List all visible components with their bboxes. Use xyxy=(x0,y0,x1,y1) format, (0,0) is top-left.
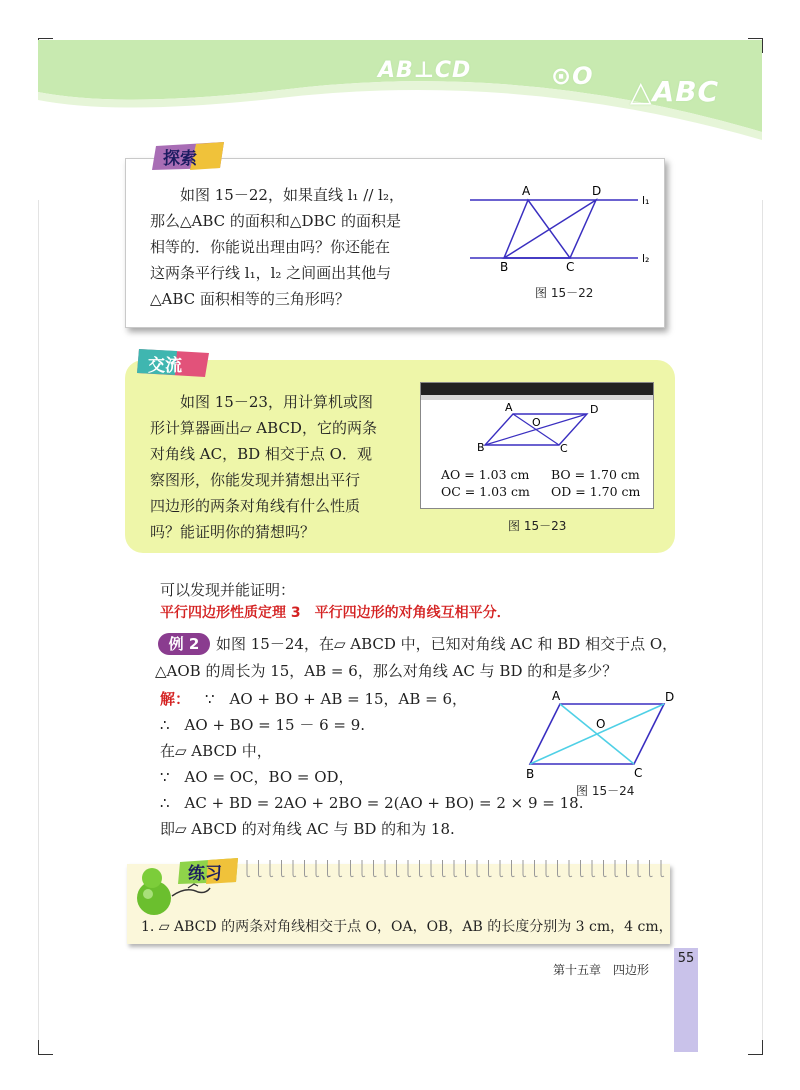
notebook-ring xyxy=(431,860,434,877)
exchange-line: 四边形的两条对角线有什么性质 xyxy=(150,497,361,515)
figure-15-22 xyxy=(460,178,660,278)
example-question-line1: 如图 15－24，在▱ ABCD 中，已知对角线 AC 和 BD 相交于点 O， xyxy=(216,635,678,653)
solution-line: ∴ AO + BO = 15 － 6 = 9. xyxy=(160,716,366,734)
notebook-ring xyxy=(397,860,400,877)
solution-line: ∴ AC + BD = 2AO + 2BO = 2(AO + BO) = 2 × 9 = 18. xyxy=(160,794,584,812)
practice-item-1: 1. ▱ ABCD 的两条对角线相交于点 O，OA，OB，AB 的长度分别为 3 cm，4 cm， xyxy=(141,919,673,935)
notebook-ring xyxy=(293,860,296,877)
fig24-label-d: D xyxy=(665,690,675,704)
fig23-label-b: B xyxy=(477,441,485,453)
notebook-ring xyxy=(466,860,469,877)
exchange-tag: 交流 xyxy=(148,356,182,376)
theorem-intro: 可以发现并能证明： xyxy=(160,581,296,599)
notebook-ring xyxy=(500,860,503,877)
notebook-ring xyxy=(638,860,641,877)
fig22-label-b: B xyxy=(500,260,509,274)
computer-screen-figure xyxy=(420,382,654,509)
crop-mark-bottom-right xyxy=(748,1040,763,1055)
example-question-line2: △AOB 的周长为 15，AB = 6，那么对角线 AC 与 BD 的和是多少？ xyxy=(155,662,618,680)
notebook-ring xyxy=(523,860,526,877)
notebook-ring xyxy=(477,860,480,877)
exchange-line: 形计算器画出▱ ABCD，它的两条 xyxy=(150,419,377,437)
solution-label: 解： xyxy=(160,690,191,708)
fig22-label-l2: l₂ xyxy=(642,252,650,265)
fig23-label-a: A xyxy=(505,401,513,414)
chapter-title: 第十五章 四边形 xyxy=(553,963,650,977)
margin-rule-left xyxy=(38,200,39,1040)
notebook-ring xyxy=(247,860,250,877)
notebook-ring xyxy=(592,860,595,877)
notebook-ring xyxy=(408,860,411,877)
exchange-line: 对角线 AC，BD 相交于点 O．观 xyxy=(150,445,372,463)
notebook-ring xyxy=(546,860,549,877)
explore-line: 相等的．你能说出理由吗？你还能在 xyxy=(150,238,391,256)
notebook-ring xyxy=(385,860,388,877)
explore-line: 那么△ABC 的面积和△DBC 的面积是 xyxy=(150,212,402,230)
measure-od: OD = 1.70 cm xyxy=(551,484,641,499)
exchange-line: 察图形，你能发现并猜想出平行 xyxy=(150,471,361,489)
header-symbol-circle: ⊙O xyxy=(551,62,594,90)
notebook-ring xyxy=(604,860,607,877)
notebook-ring xyxy=(535,860,538,877)
header-symbol-perpendicular: AB⊥CD xyxy=(378,58,472,83)
notebook-ring xyxy=(661,860,664,877)
fig24-label-a: A xyxy=(552,689,561,703)
notebook-ring xyxy=(443,860,446,877)
header-symbol-triangle: △ABC xyxy=(630,75,720,108)
measure-oc: OC = 1.03 cm xyxy=(441,484,530,499)
notebook-ring xyxy=(305,860,308,877)
notebook-ring xyxy=(420,860,423,877)
notebook-ring xyxy=(328,860,331,877)
fig24-label-o: O xyxy=(596,717,606,731)
explore-tag: 探索 xyxy=(163,149,197,169)
solution-line: 在▱ ABCD 中， xyxy=(160,742,272,760)
notebook-ring xyxy=(615,860,618,877)
fig24-label-c: C xyxy=(634,766,643,780)
notebook-ring xyxy=(627,860,630,877)
explore-text xyxy=(150,182,450,312)
explore-line: 如图 15－22，如果直线 l₁ // l₂， xyxy=(180,186,404,204)
fig24-label-b: B xyxy=(526,767,535,781)
notebook-ring xyxy=(374,860,377,877)
notebook-ring xyxy=(454,860,457,877)
theorem-statement: 平行四边形性质定理 3 平行四边形的对角线互相平分． xyxy=(160,605,511,621)
fig22-label-a: A xyxy=(522,184,531,198)
solution-line: ∵ AO = OC，BO = OD， xyxy=(160,768,354,786)
fig23-label-d: D xyxy=(590,403,599,416)
notebook-ring xyxy=(282,860,285,877)
notebook-ring xyxy=(512,860,515,877)
exchange-line: 吗？能证明你的猜想吗？ xyxy=(150,523,316,541)
fig23-label-o: O xyxy=(532,416,541,429)
figure-15-24-caption: 图 15－24 xyxy=(576,784,635,798)
explore-line: 这两条平行线 l₁，l₂ 之间画出其他与 xyxy=(150,264,392,282)
fig22-label-l1: l₁ xyxy=(642,194,650,207)
notebook-ring xyxy=(558,860,561,877)
screen-title-bar xyxy=(421,383,653,395)
crop-mark-bottom-left xyxy=(38,1040,53,1055)
notebook-ring xyxy=(316,860,319,877)
screen-toolbar xyxy=(421,395,653,400)
exchange-line: 如图 15－23，用计算机或图 xyxy=(180,393,373,411)
notebook-ring xyxy=(351,860,354,877)
fig23-label-c: C xyxy=(560,442,568,453)
figure-15-23-parallelogram xyxy=(477,401,607,453)
exchange-text xyxy=(150,389,410,545)
measure-bo: BO = 1.70 cm xyxy=(551,467,640,482)
explore-line: △ABC 面积相等的三角形吗？ xyxy=(150,290,350,308)
margin-rule-right xyxy=(762,200,763,1040)
notebook-ring xyxy=(650,860,653,877)
notebook-ring xyxy=(581,860,584,877)
solution-line: ∵ AO + BO + AB = 15，AB = 6， xyxy=(205,690,468,708)
notebook-ring xyxy=(270,860,273,877)
figure-15-24 xyxy=(522,688,692,784)
figure-15-22-caption: 图 15－22 xyxy=(535,286,594,300)
notebook-ring xyxy=(362,860,365,877)
page-number: 55 xyxy=(677,951,695,966)
solution-line: 即▱ ABCD 的对角线 AC 与 BD 的和为 18. xyxy=(160,820,455,838)
notebook-ring xyxy=(569,860,572,877)
measure-ao: AO = 1.03 cm xyxy=(441,467,530,482)
practice-tag: 练习 xyxy=(188,864,222,884)
example-badge: 例 2 xyxy=(158,633,210,655)
notebook-ring xyxy=(259,860,262,877)
figure-15-23-caption: 图 15－23 xyxy=(508,519,567,533)
fig22-label-c: C xyxy=(566,260,575,274)
fig22-label-d: D xyxy=(592,184,602,198)
notebook-ring xyxy=(339,860,342,877)
notebook-ring xyxy=(489,860,492,877)
